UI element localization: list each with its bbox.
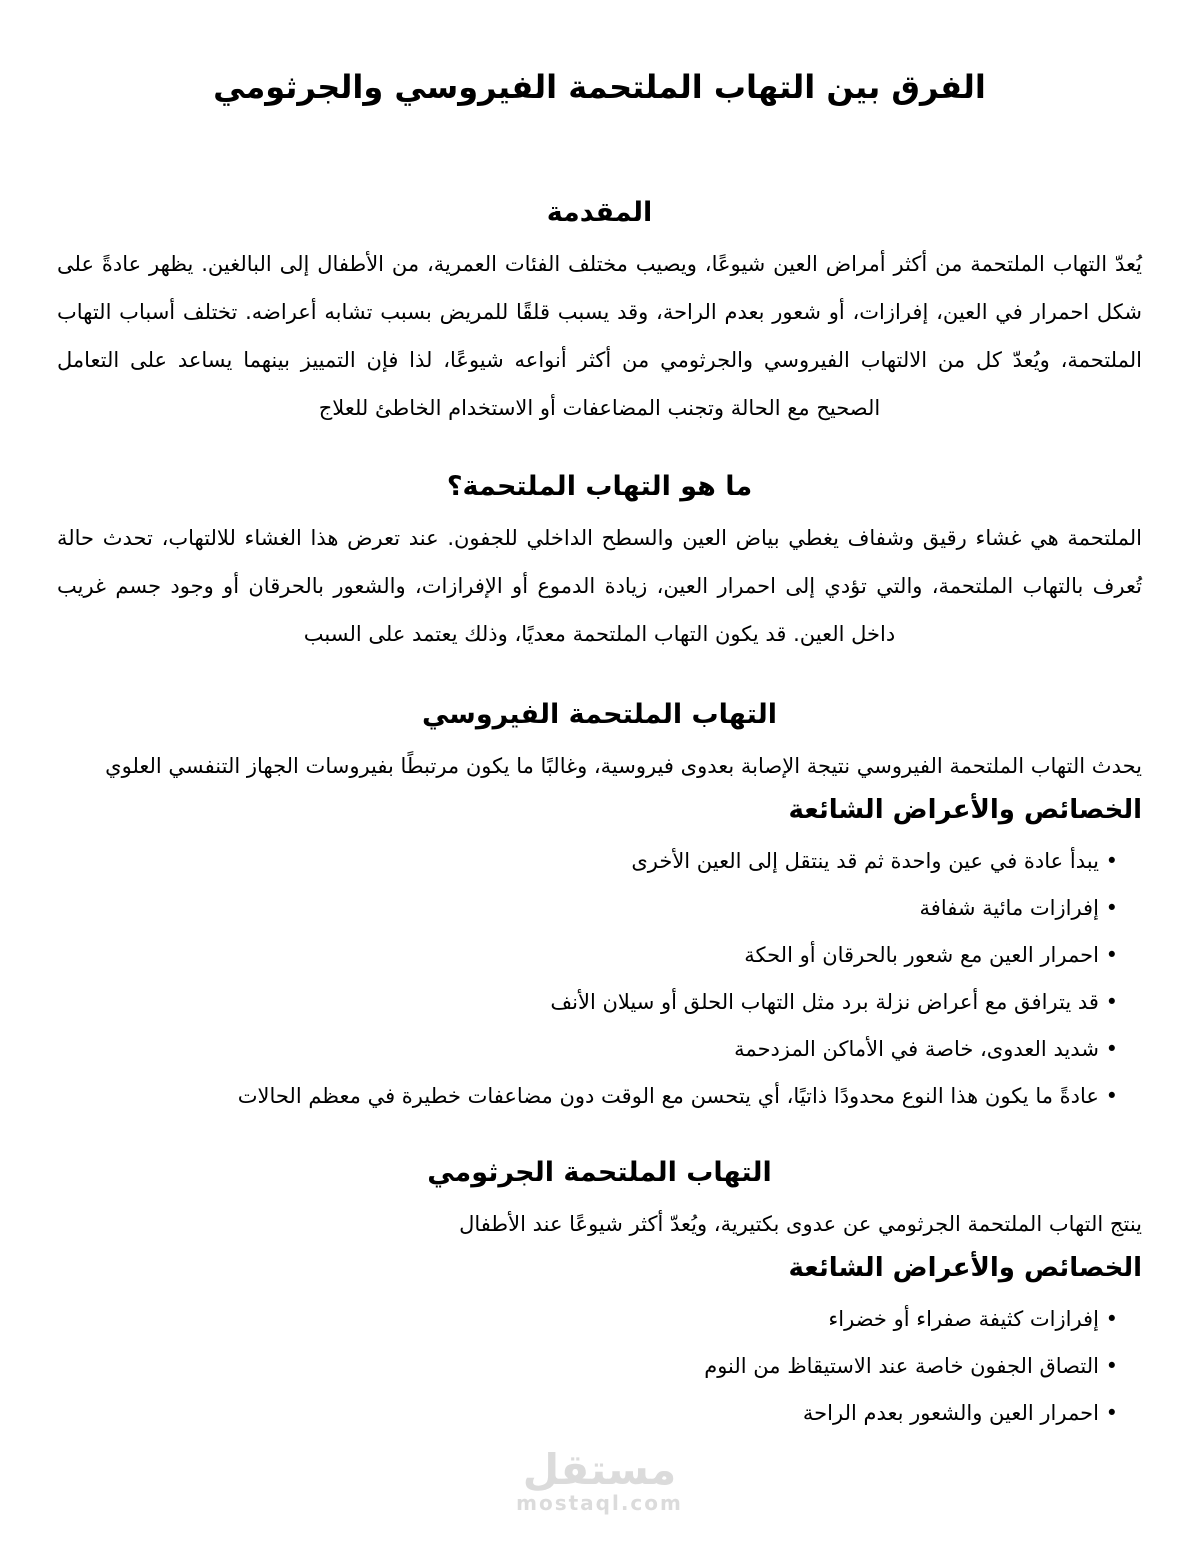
paragraph-bacterial: ينتج التهاب الملتحمة الجرثومي عن عدوى بكتيرية، ويُعدّ أكثر شيوعًا عند الأطفال	[459, 1211, 1142, 1236]
list-item: • شديد العدوى، خاصة في الأماكن المزدحمة	[57, 1026, 1118, 1073]
section-heading-viral: التهاب الملتحمة الفيروسي	[421, 698, 778, 730]
section-heading-introduction: المقدمة	[546, 197, 653, 229]
list-item: • احمرار العين مع شعور بالحرقان أو الحكة	[57, 932, 1118, 979]
subsection-heading-viral-symptoms: الخصائص والأعراض الشائعة	[788, 794, 1142, 825]
paragraph-definition: الملتحمة هي غشاء رقيق وشفاف يغطي بياض العين والسطح الداخلي للجفون. عند تعرض هذا الغشاء للالتهاب، تحدث حالة تُعرف بالتهاب الملتحمة، والتي تؤدي إلى احمرار العين، زيادة الدموع أو الإفرازات، والشعور بالحرقان أو وجود جسم غريب داخل العين. قد يكون التهاب الملتحمة معديًا، وذلك يعتمد على السبب	[57, 525, 1142, 646]
paragraph-viral: يحدث التهاب الملتحمة الفيروسي نتيجة الإصابة بعدوى فيروسية، وغالبًا ما يكون مرتبطًا بفيروسات الجهاز التنفسي العلوي	[105, 753, 1142, 778]
section-definition	[57, 468, 1142, 658]
section-introduction	[57, 194, 1142, 432]
list-item: • التصاق الجفون خاصة عند الاستيقاظ من النوم	[57, 1343, 1118, 1390]
section-viral-conjunctivitis	[57, 696, 1142, 1120]
watermark	[0, 1445, 1199, 1515]
subsection-heading-bacterial-symptoms: الخصائص والأعراض الشائعة	[788, 1252, 1142, 1283]
list-item: • عادةً ما يكون هذا النوع محدودًا ذاتيًا، أي يتحسن مع الوقت دون مضاعفات خطيرة في معظم الحالات	[57, 1073, 1118, 1120]
list-item: • إفرازات كثيفة صفراء أو خضراء	[57, 1296, 1118, 1343]
viral-symptoms-list	[57, 838, 1142, 1120]
section-heading-bacterial: التهاب الملتحمة الجرثومي	[427, 1157, 772, 1189]
watermark-site-url: mostaql.com	[516, 1491, 683, 1515]
section-bacterial-conjunctivitis	[57, 1154, 1142, 1437]
list-item: • إفرازات مائية شفافة	[57, 885, 1118, 932]
list-item: • قد يترافق مع أعراض نزلة برد مثل التهاب الحلق أو سيلان الأنف	[57, 979, 1118, 1026]
mostaql-logo: مستقل	[522, 1445, 677, 1494]
bacterial-symptoms-list	[57, 1296, 1142, 1437]
section-heading-definition: ما هو التهاب الملتحمة؟	[446, 471, 753, 503]
paragraph-introduction: يُعدّ التهاب الملتحمة من أكثر أمراض العين شيوعًا، ويصيب مختلف الفئات العمرية، من الأطفال إلى البالغين. يظهر عادةً على شكل احمرار في العين، إفرازات، أو شعور بعدم الراحة، وقد يسبب قلقًا للمريض بسبب تشابه أعراضه. تختلف أسباب التهاب الملتحمة، ويُعدّ كل من الالتهاب الفيروسي والجرثومي من أكثر أنواعه شيوعًا، لذا فإن التمييز بينهما يساعد على التعامل الصحيح مع الحالة وتجنب المضاعفات أو الاستخدام الخاطئ للعلاج	[57, 252, 1142, 421]
list-item: • احمرار العين والشعور بعدم الراحة	[57, 1390, 1118, 1437]
document-title: الفرق بين التهاب الملتحمة الفيروسي والجرثومي	[213, 68, 986, 106]
list-item: • يبدأ عادة في عين واحدة ثم قد ينتقل إلى العين الأخرى	[57, 838, 1118, 885]
